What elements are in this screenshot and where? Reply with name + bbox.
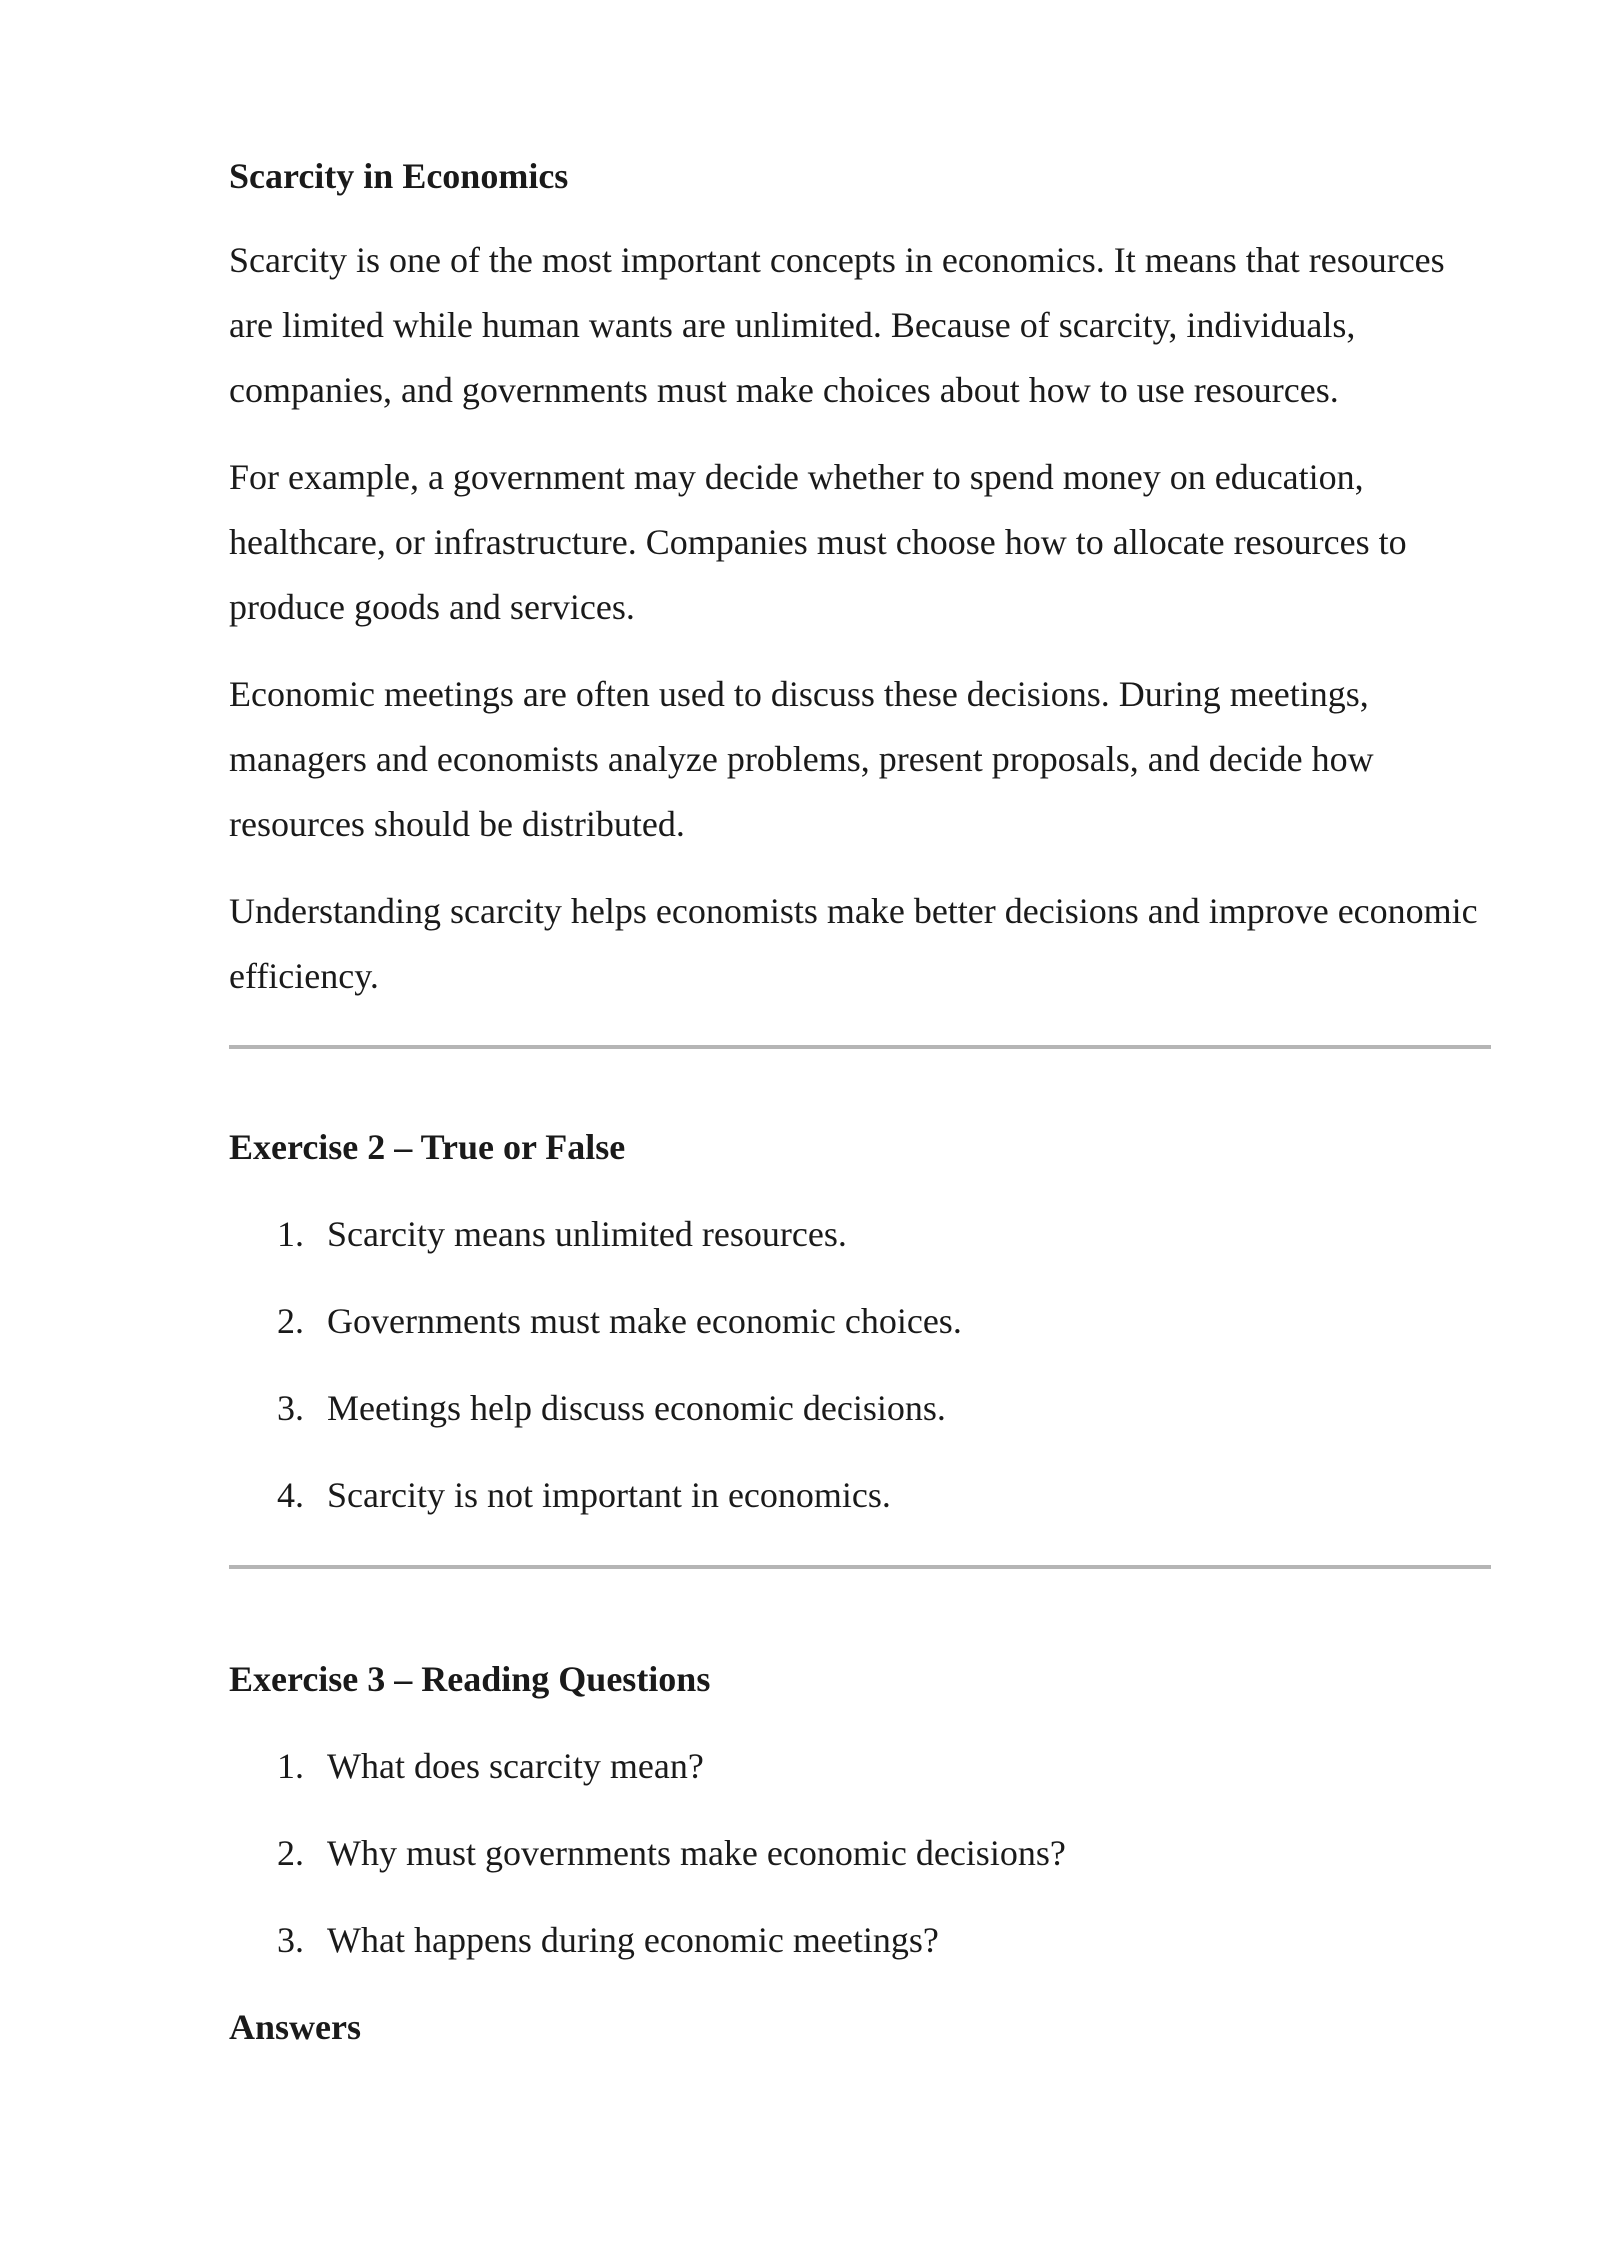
- paragraph-scarcity-definition: Scarcity is one of the most important concepts in economics. It means that resources are limited while human wants are unlimited. Because of scarcity, individuals, companies, and governments must make choices about how to use resources.: [229, 240, 1445, 410]
- list-item-number: 3.: [277, 1388, 304, 1428]
- list-item-text: Scarcity is not important in economics.: [327, 1475, 891, 1515]
- document-page: [229, 150, 1491, 2053]
- exercise-3-title: Exercise 3 – Reading Questions: [229, 1659, 711, 1699]
- list-item-text: Governments must make economic choices.: [327, 1301, 962, 1341]
- list-item: [229, 1295, 1491, 1347]
- paragraph-meetings: Economic meetings are often used to discuss these decisions. During meetings, managers and economists analyze problems, present proposals, and decide how resources should be distributed.: [229, 674, 1374, 844]
- list-item: [229, 1469, 1491, 1521]
- list-item-text: Meetings help discuss economic decisions.: [327, 1388, 946, 1428]
- list-item-text: What does scarcity mean?: [327, 1746, 704, 1786]
- list-item: [229, 1740, 1491, 1792]
- list-item: [229, 1914, 1491, 1966]
- list-item-number: 3.: [277, 1920, 304, 1960]
- list-item-number: 2.: [277, 1301, 304, 1341]
- list-item-text: Scarcity means unlimited resources.: [327, 1214, 847, 1254]
- list-item-number: 1.: [277, 1214, 304, 1254]
- exercise-2-title: Exercise 2 – True or False: [229, 1127, 626, 1167]
- document-title: Scarcity in Economics: [229, 156, 569, 196]
- exercise-2-list: [229, 1208, 1491, 1521]
- list-item-number: 4.: [277, 1475, 304, 1515]
- list-item-text: Why must governments make economic decisions?: [327, 1833, 1066, 1873]
- section-divider: [229, 1045, 1491, 1049]
- list-item-text: What happens during economic meetings?: [327, 1920, 939, 1960]
- section-divider: [229, 1565, 1491, 1569]
- list-item: [229, 1827, 1491, 1879]
- exercise-3-list: [229, 1740, 1491, 1966]
- answers-title: Answers: [229, 2007, 361, 2047]
- paragraph-example: For example, a government may decide whether to spend money on education, healthcare, or infrastructure. Companies must choose how to allocate resources to produce goods and services.: [229, 457, 1407, 627]
- list-item: [229, 1382, 1491, 1434]
- list-item: [229, 1208, 1491, 1260]
- list-item-number: 2.: [277, 1833, 304, 1873]
- list-item-number: 1.: [277, 1746, 304, 1786]
- paragraph-conclusion: Understanding scarcity helps economists make better decisions and improve economic efficiency.: [229, 891, 1478, 996]
